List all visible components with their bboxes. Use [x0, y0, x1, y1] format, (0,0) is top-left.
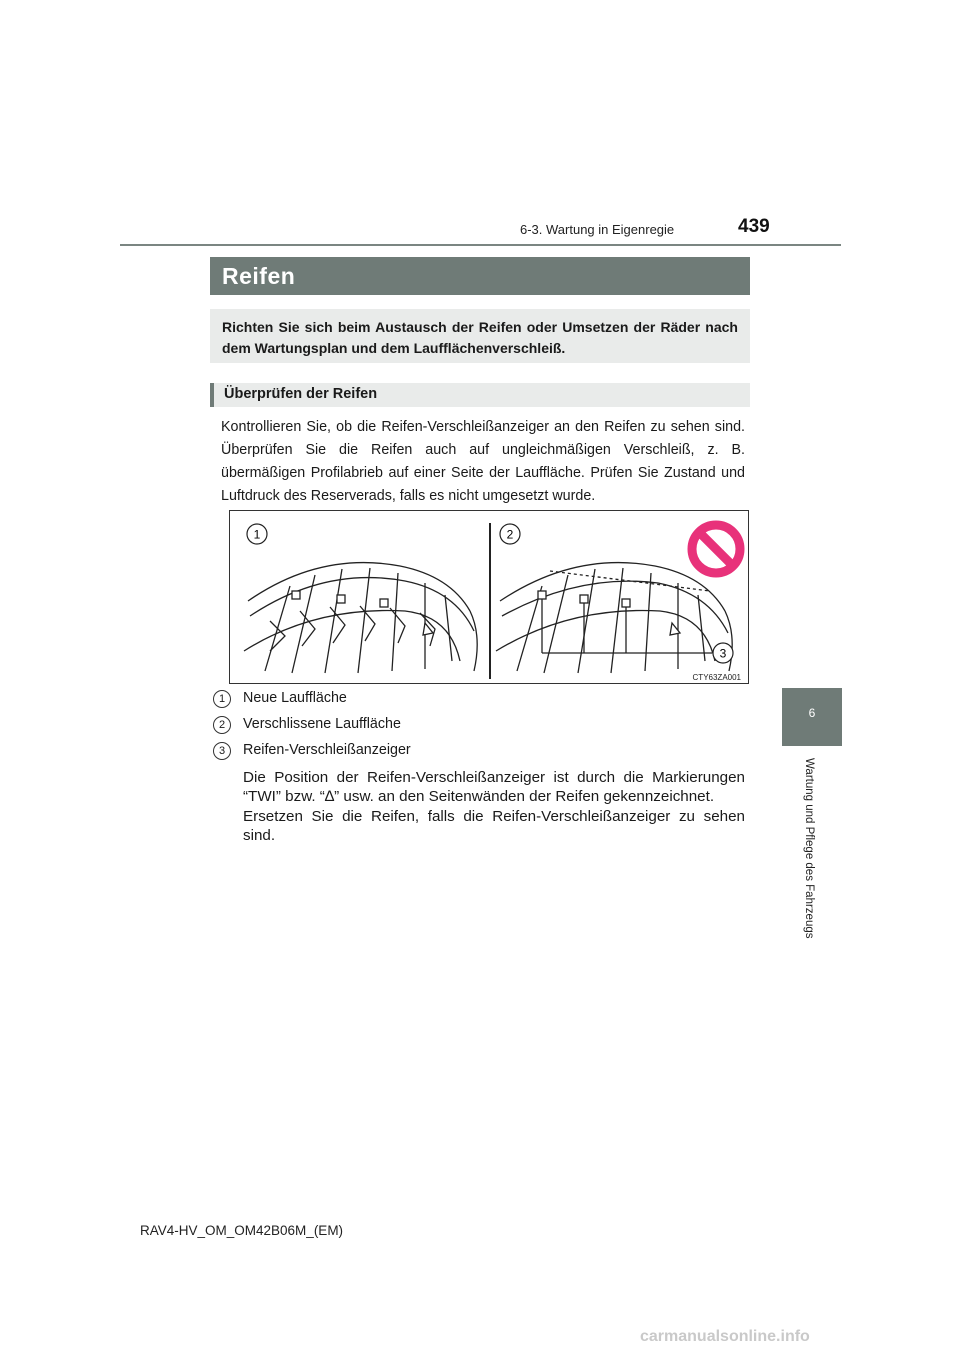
callout-3 — [713, 643, 733, 663]
watermark: carmanualsonline.info — [640, 1328, 810, 1345]
legend-number-3: 3 — [213, 742, 231, 760]
body-paragraph: Kontrollieren Sie, ob die Reifen-Verschleißanzeiger an den Reifen zu sehen sind. Überprüfen Sie die Reifen auch auf ungleichmäßigen Verschleiß, z. B. übermäßigen Profilabrieb auf einer Seite der Lauffläche. Prüfen Sie Zustand und Luftdruck des Reserverads, falls es nicht umgesetzt wurde. — [221, 419, 745, 504]
callout-2-label: 2 — [506, 527, 514, 542]
legend-number-2: 2 — [213, 716, 231, 734]
prohibition-icon — [692, 525, 740, 573]
page-number: 439 — [738, 216, 770, 237]
legend-label-2: Verschlissene Lauffläche — [243, 716, 401, 732]
intro-text: Richten Sie sich beim Austausch der Reifen oder Umsetzen der Räder nach dem Wartungsplan und dem Laufflächenverschleiß. — [222, 319, 738, 356]
figure-code: CTY63ZA001 — [692, 673, 741, 682]
subheading-accent — [210, 383, 214, 407]
callout-2 — [500, 524, 520, 544]
tire-illustration — [230, 511, 750, 685]
chapter-title: Wartung und Pflege des Fahrzeugs — [803, 758, 815, 939]
chapter-tab — [782, 688, 842, 746]
note-indicator-position: Die Position der Reifen-Verschleißanzeiger ist durch die Markierungen “TWI” bzw. “∆” usw. an den Seitenwänden der Reifen gekennzeichnet. — [243, 769, 745, 805]
intro-box — [210, 309, 750, 363]
tire-figure — [229, 510, 749, 684]
legend-label-3: Reifen-Verschleißanzeiger — [243, 742, 411, 758]
page-title: Reifen — [222, 263, 296, 289]
legend-label-1: Neue Lauffläche — [243, 690, 347, 706]
note-replace-tires: Ersetzen Sie die Reifen, falls die Reifen-Verschleißanzeiger zu sehen sind. — [243, 808, 745, 844]
worn-tire-drawing — [496, 563, 732, 673]
legend-number-1: 1 — [213, 690, 231, 708]
callout-1-label: 1 — [253, 527, 261, 542]
section-header: 6-3. Wartung in Eigenregie — [520, 222, 675, 237]
subheading-bar — [210, 383, 750, 407]
document-code: RAV4-HV_OM_OM42B06M_(EM) — [140, 1223, 344, 1238]
subheading: Überprüfen der Reifen — [224, 386, 378, 402]
callout-1 — [247, 524, 267, 544]
callout-3-label: 3 — [719, 646, 727, 661]
section-title-bar — [210, 257, 750, 295]
new-tire-drawing — [244, 563, 477, 673]
header-divider — [120, 244, 841, 246]
chapter-number: 6 — [808, 706, 816, 720]
